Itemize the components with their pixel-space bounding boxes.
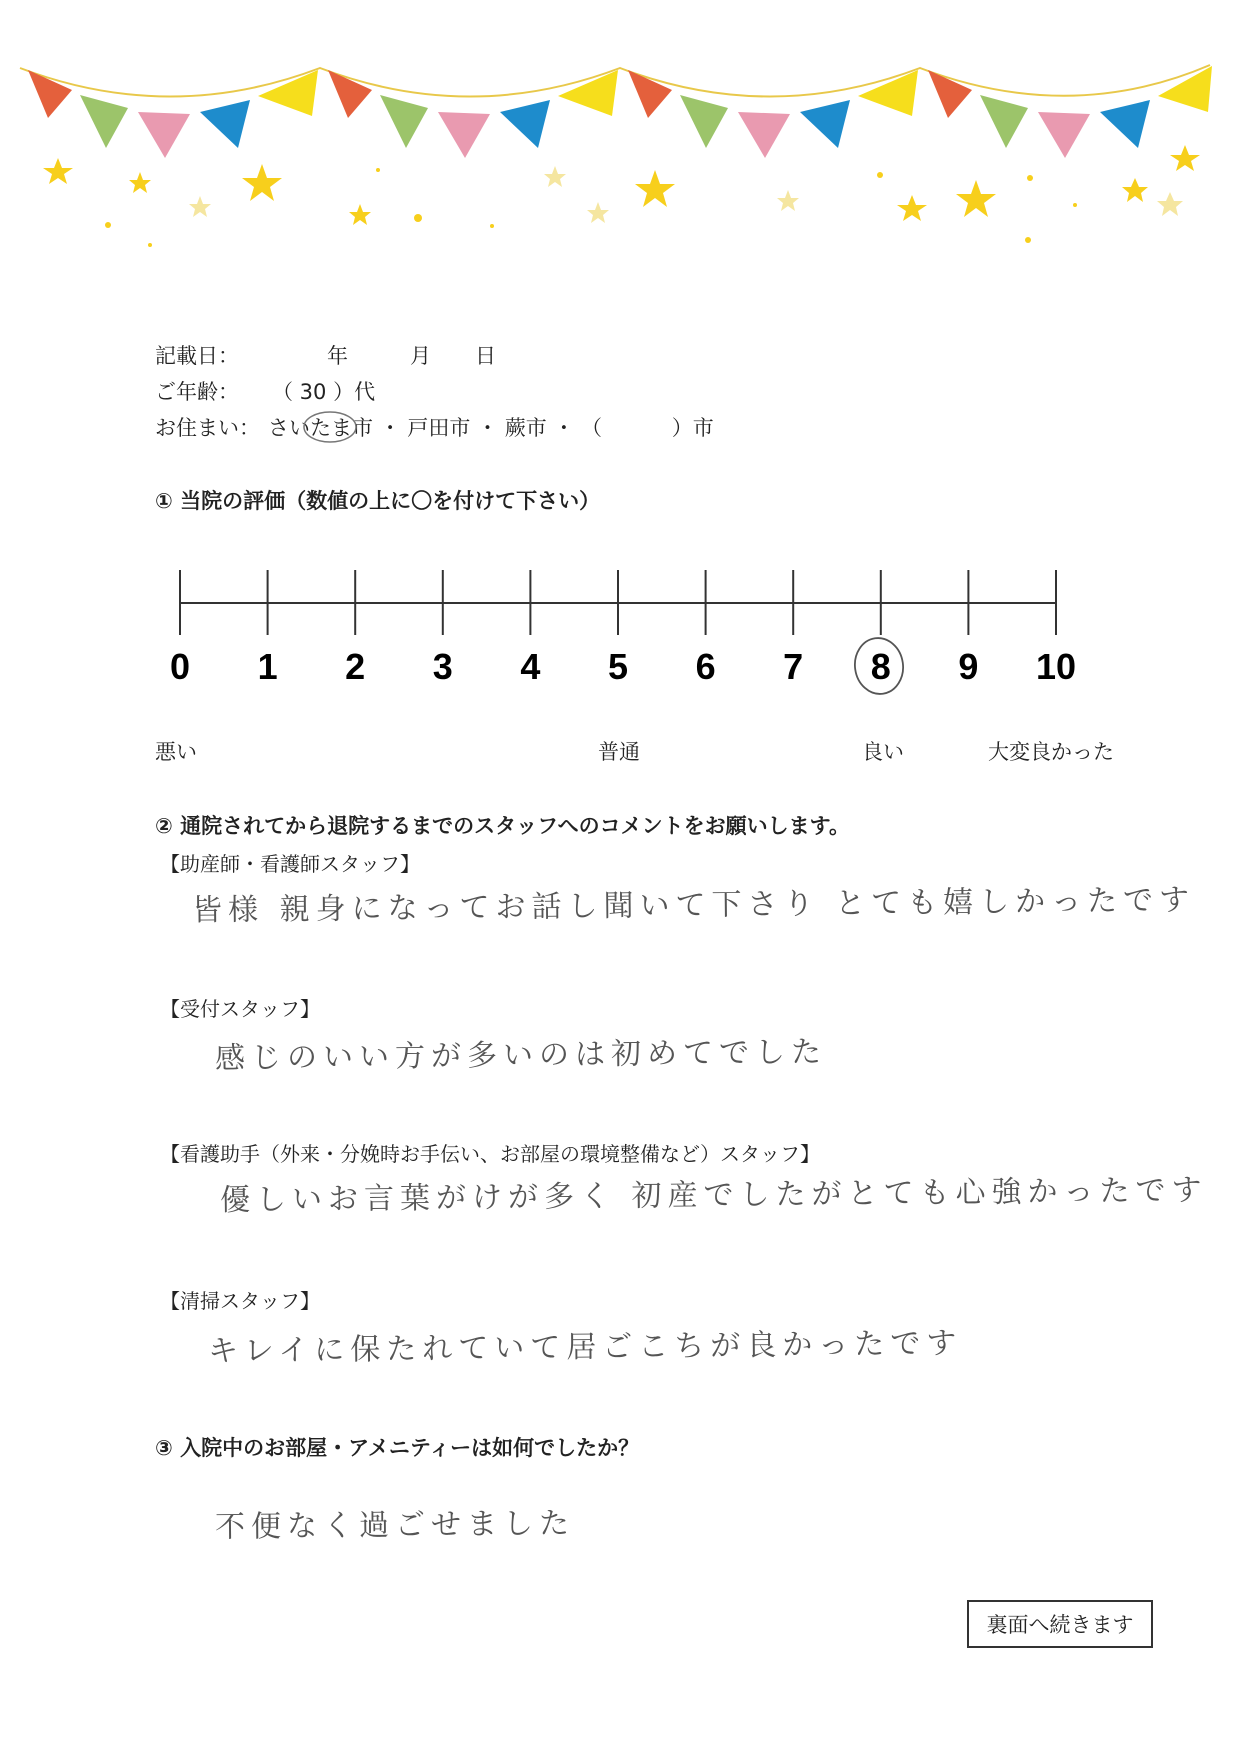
flag [800,100,850,148]
residence-options[interactable]: さいたま市 ・ 戸田市 ・ 蕨市 ・ （ ）市 [268,416,714,440]
scale-number-2[interactable]: 2 [345,646,366,687]
star-icon [1122,178,1148,202]
flag [500,100,550,148]
age-label: ご年齢： [155,380,239,404]
star-icon [777,190,799,211]
star-icon [1170,145,1200,171]
flag [1100,100,1150,148]
flag [200,100,250,148]
star-icon [129,172,151,193]
continue-label: 裏面へ続きます [986,1613,1134,1637]
dot [148,243,152,247]
flag [980,95,1028,148]
star-icons [43,145,1200,225]
scale-number-3[interactable]: 3 [432,646,453,687]
flag [1038,112,1090,158]
flag [1158,66,1212,112]
year-label: 年 [327,344,348,368]
scale-number-10[interactable]: 10 [1035,646,1077,687]
scale-number-4[interactable]: 4 [520,646,541,687]
star-icon [349,204,371,225]
dot [1027,175,1033,181]
star-icon [956,180,996,217]
flag [680,95,728,148]
scale-number-9[interactable]: 9 [958,646,979,687]
dot [490,224,494,228]
continue-to-back-box [967,1600,1153,1648]
star-icon [43,158,73,184]
q3-title: ③ 入院中のお部屋・アメニティーは如何でしたか？ [155,1436,640,1460]
flag [138,112,190,158]
bunting-banner [0,0,1241,260]
day-label: 日 [475,344,496,368]
flag [258,70,318,116]
flag [928,70,972,118]
month-label: 月 [410,344,431,368]
q2-title: ② 通院されてから退院するまでのスタッフへのコメントをお願いします。 [155,814,850,838]
flag [328,70,372,118]
dot [414,214,422,222]
flag [738,112,790,158]
flag [80,95,128,148]
star-icon [242,164,282,201]
star-icon [897,195,927,221]
label-bad: 悪い [155,740,197,764]
comment-room-amenity[interactable]: 不便なく過ごせました [214,1506,576,1545]
scale-numbers [170,646,1076,687]
star-icon [1157,192,1183,216]
comment-midwife[interactable]: 皆様 親身になってお話し聞いて下さり とても嬉しかったです [191,882,1196,929]
dot [105,222,111,228]
section-label-midwife: 【助産師・看護師スタッフ】 [160,852,420,876]
dot [1073,203,1077,207]
scale-number-7[interactable]: 7 [783,646,804,687]
q1-title: ① 当院の評価（数値の上に〇を付けて下さい） [155,489,601,513]
scale-number-5[interactable]: 5 [607,646,629,687]
dot [376,168,380,172]
label-good: 良い [862,740,904,764]
scale-number-1[interactable]: 1 [257,646,278,687]
age-value[interactable]: （ 30 ）代 [272,380,376,404]
residence-circle-mark [300,408,360,446]
scale-number-8[interactable]: 8 [870,646,891,687]
flag [380,95,428,148]
pale-star-icons [189,166,1183,223]
star-icon [635,170,675,207]
star-icon [189,196,211,217]
star-icon [587,202,609,223]
flag [558,70,618,116]
dot [877,172,883,178]
comment-nursing-aide[interactable]: 優しいお言葉がけが多く 初産でしたがとても心強かったです [219,1172,1208,1219]
star-icon [544,166,566,187]
rating-scale [160,545,1090,705]
flag [628,70,672,118]
scale-number-0[interactable]: 0 [169,646,191,687]
flag [28,70,72,118]
section-label-cleaning: 【清掃スタッフ】 [160,1289,320,1313]
label-very-good: 大変良かった [988,740,1114,764]
label-normal: 普通 [598,740,640,764]
flag [858,70,918,116]
section-label-nursing-aide: 【看護助手（外来・分娩時お手伝い、お部屋の環境整備など）スタッフ】 [160,1142,820,1166]
comment-cleaning[interactable]: キレイに保たれていて居ごこちが良かったです [207,1326,963,1369]
dot [1025,237,1031,243]
residence-label: お住まい： [155,416,260,440]
date-label: 記載日： [155,344,239,368]
section-label-reception: 【受付スタッフ】 [160,997,320,1021]
scale-number-6[interactable]: 6 [695,646,716,687]
comment-reception[interactable]: 感じのいい方が多いのは初めてでした [214,1034,828,1077]
flag [438,112,490,158]
